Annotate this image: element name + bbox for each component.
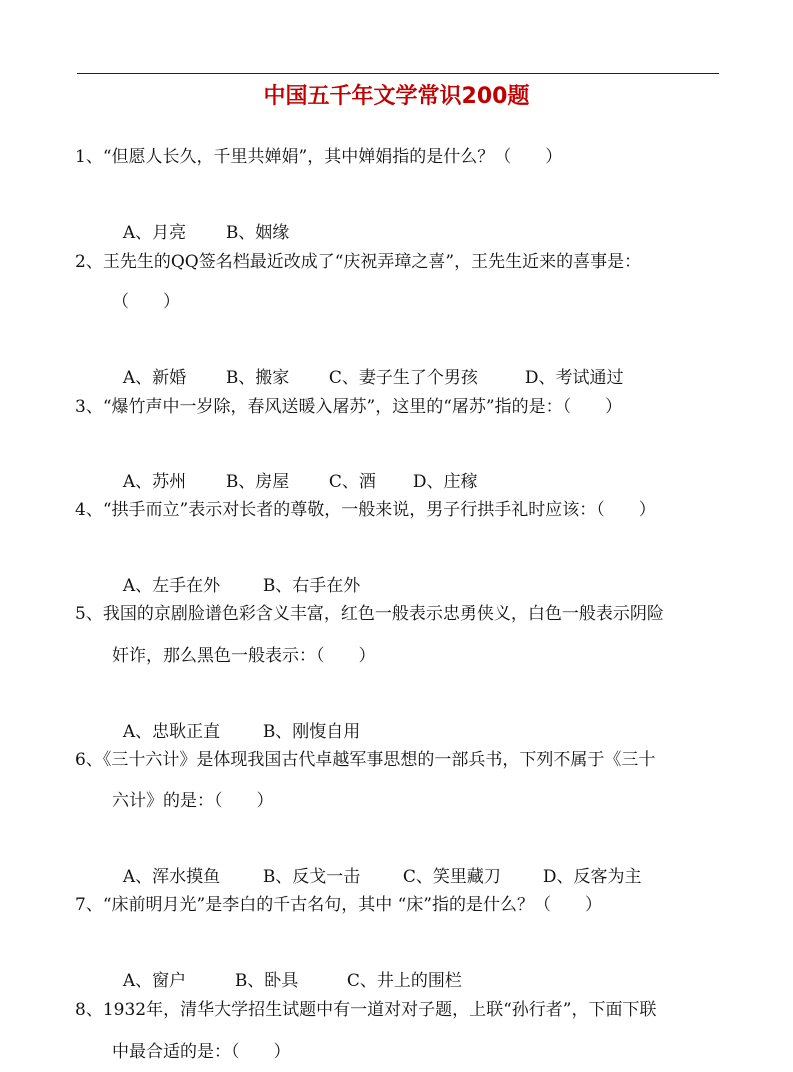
option: B、房屋	[225, 472, 290, 492]
header-rule	[77, 73, 719, 74]
question-8-text: 8、1932年，清华大学招生试题中有一道对对子题，上联“孙行者”，下面下联	[75, 1000, 657, 1020]
option: A、新婚	[122, 368, 187, 388]
option: D、庄稼	[412, 472, 478, 492]
option: A、忠耿正直	[122, 722, 221, 742]
option: B、搬家	[225, 368, 290, 388]
question-8-text-cont: 中最合适的是：（ ）	[112, 1042, 291, 1062]
page-title: 中国五千年文学常识200题	[263, 84, 530, 109]
option: C、酒	[328, 472, 376, 492]
option: B、刚愎自用	[262, 722, 361, 742]
option: C、井上的围栏	[346, 971, 462, 991]
question-2-text: 2、王先生的QQ签名档最近改成了“庆祝弄璋之喜”，王先生近来的喜事是：	[75, 252, 642, 272]
question-1-text: 1、“但愿人长久，千里共婵娟”，其中婵娟指的是什么？（ ）	[75, 147, 563, 167]
option: B、卧具	[234, 971, 299, 991]
question-3-text: 3、“爆竹声中一岁除，春风送暖入屠苏”，这里的“屠苏”指的是：（ ）	[75, 397, 623, 417]
option: C、妻子生了个男孩	[328, 368, 478, 388]
option: B、姻缘	[225, 223, 290, 243]
question-5-options	[112, 696, 360, 744]
option: D、考试通过	[524, 368, 624, 388]
question-6-text-cont: 六计》的是：（ ）	[112, 791, 274, 811]
option: B、反戈一击	[262, 867, 361, 887]
question-2-text-cont: （ ）	[112, 292, 180, 312]
option: A、左手在外	[122, 576, 221, 596]
question-5-text-cont: 奸诈，那么黑色一般表示：（ ）	[112, 646, 376, 666]
option: D、反客为主	[542, 867, 642, 887]
question-7-options	[112, 945, 462, 993]
option: B、右手在外	[262, 576, 361, 596]
question-6-options	[112, 841, 641, 889]
question-2-options	[112, 342, 623, 390]
question-7-text: 7、“床前明月光”是李白的千古名句，其中 “床”指的是什么？（ ）	[75, 895, 602, 915]
option: A、浑水摸鱼	[122, 867, 221, 887]
question-6-text: 6、《三十六计》是体现我国古代卓越军事思想的一部兵书，下列不属于《三十	[75, 750, 656, 770]
option: A、月亮	[122, 223, 187, 243]
question-3-options	[112, 446, 477, 494]
option: C、笑里藏刀	[402, 867, 501, 887]
question-4-text: 4、“拱手而立”表示对长者的尊敬，一般来说，男子行拱手礼时应该：（ ）	[75, 500, 656, 520]
option: A、苏州	[122, 472, 187, 492]
question-1-options	[112, 197, 289, 245]
question-5-text: 5、我国的京剧脸谱色彩含义丰富，红色一般表示忠勇侠义，白色一般表示阴险	[75, 604, 664, 624]
question-4-options	[112, 550, 360, 598]
option: A、窗户	[122, 971, 187, 991]
